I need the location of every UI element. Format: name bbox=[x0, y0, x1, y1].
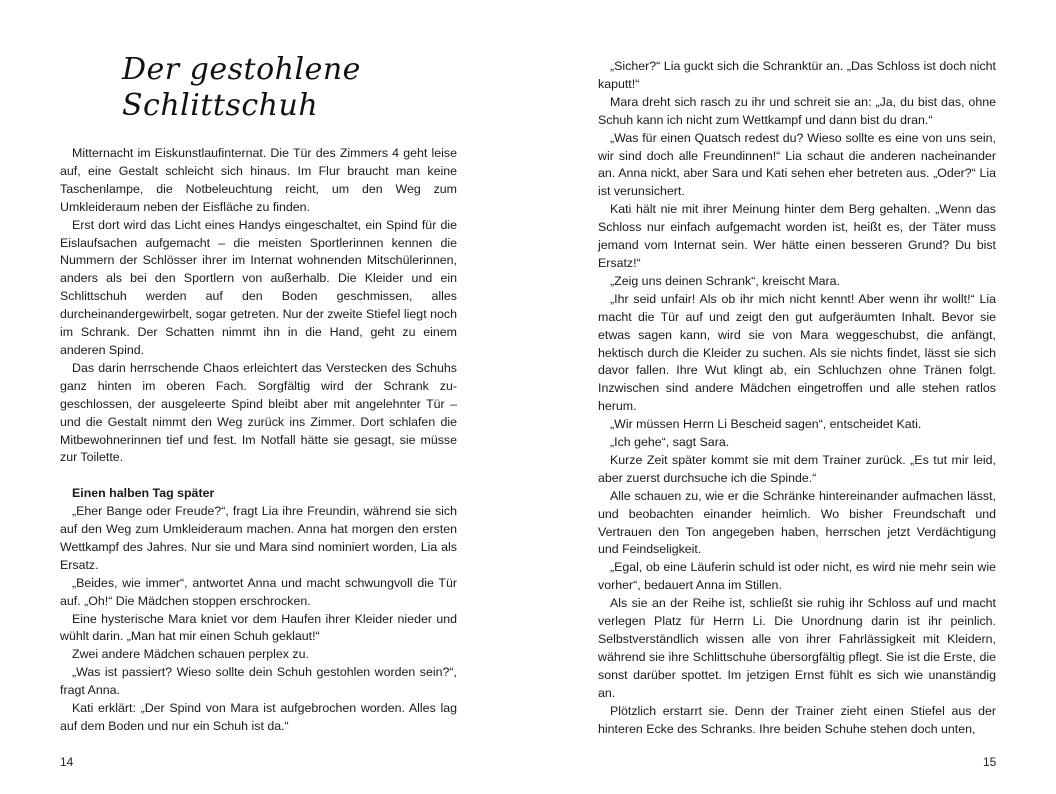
right-page bbox=[528, 0, 1056, 794]
paragraph: „Beides, wie immer“, antwortet Anna und macht schwungvoll die Tür auf. „Oh!“ Die Mädchen stoppen erschrocken. bbox=[60, 575, 457, 608]
paragraph: Erst dort wird das Licht eines Handys eingeschaltet, ein Spind für die Eislaufsachen aufgemacht – die meisten Sportlerinnen kennen die Nummern der Schlösser ihrer im Internat wohnenden Mitschülerinnen, anders als bei den Sportlern von außerhalb. Die Kleider und ein Schlittschuh werden auf den Boden geschmissen, alles durcheinandergewirbelt, sogar getreten. Nur der zweite Stiefel liegt noch im Schrank. Der Schatten nimmt ihn in die Hand, geht zu einem anderen Spind. bbox=[60, 217, 457, 357]
page-number-right: 15 bbox=[983, 755, 997, 769]
paragraph: „Egal, ob eine Läuferin schuld ist oder nicht, es wird nie mehr sein wie vorher“, bedauert Anna im Stillen. bbox=[598, 560, 996, 593]
paragraph: Kati erklärt: „Der Spind von Mara ist aufgebrochen worden. Alles lag auf dem Boden und nur ein Schuh ist da.“ bbox=[60, 701, 457, 733]
paragraph: Eine hysterische Mara kniet vor dem Haufen ihrer Kleider nieder und wühlt darin. „Man hat mir einen Schuh geklaut!“ bbox=[60, 611, 457, 644]
paragraph: Plötzlich erstarrt sie. Denn der Trainer zieht einen Stiefel aus der hinteren Ecke des Schranks. Ihre beiden Schuhe stehen doch unten, bbox=[598, 703, 996, 736]
paragraph: „Wir müssen Herrn Li Bescheid sagen“, entscheidet Kati. bbox=[610, 417, 922, 432]
paragraph: Das darin herrschende Chaos erleichtert das Verstecken des Schuhs ganz hinten im oberen Fach. Sorgfältig wird der Schrank zugeschlossen, der ausgeleerte Spind bleibt aber mit angelehnter Tür – und die Gestalt nimmt den Weg zurück ins Zimmer. Dort schlafen die Mitbewohnerinnen tief und fest. Im Notfall hätte sie gesagt, sie müsse zur Toilette. bbox=[60, 360, 457, 465]
paragraph: „Eher Bange oder Freude?“, fragt Lia ihre Freundin, während sie sich auf den Weg zum Umkleideraum machen. Anna hat morgen den ersten Wettkampf des Jahres. Nur sie und Mara sind nominiert worden, Lia als Ersatz. bbox=[60, 504, 457, 572]
paragraph: „Was ist passiert? Wieso sollte dein Schuh gestohlen worden sein?“, fragt Anna. bbox=[60, 665, 457, 698]
paragraph: „Sicher?“ Lia guckt sich die Schranktür an. „Das Schloss ist doch nicht kaputt!“ bbox=[598, 59, 996, 91]
paragraph: Zwei andere Mädchen schauen perplex zu. bbox=[72, 647, 309, 662]
left-page-text bbox=[60, 145, 457, 736]
paragraph: Als sie an der Reihe ist, schließt sie ruhig ihr Schloss auf und macht verlegen Platz für Herrn Li. Die Unordnung darin ist ihr peinlich. Selbstverständlich wissen alle von ihrer Fahrlässigkeit mit Kleidern, während sie ihre Schlittschuhe übersorgfältig pflegt. Sie ist die Erste, die sonst darüber spottet. Im jetzigen Ernst fühlt es sich wie unanständig an. bbox=[598, 596, 996, 700]
chapter-title: Der gestohlene Schlittschuh bbox=[122, 52, 361, 123]
paragraph: „Ich gehe“, sagt Sara. bbox=[610, 435, 730, 450]
page-number-left: 14 bbox=[60, 755, 74, 769]
paragraph: Mitternacht im Eiskunstlaufinternat. Die Tür des Zimmers 4 geht leise auf, eine Gestalt schleicht sich hinaus. Im Flur braucht man keine Taschenlampe, die Notbeleuchtung reicht, um den Weg zum Umkleideraum neben der Eisfläche zu finden. bbox=[60, 146, 457, 214]
paragraph: „Ihr seid unfair! Als ob ihr mich nicht kennt! Aber wenn ihr wollt!“ Lia macht die Tür auf und zeigt den gut aufgeräumten Inhalt. Bevor sie etwas sagen kann, wird sie von Mara weggeschubst, die anfängt, hektisch durch die Kleider zu suchen. Als sie nichts findet, lässt sie sich davor fallen. Ihre Wut klingt ab, ein Schluchzen ohne Tränen folgt. Inzwischen sind andere Mädchen eingetroffen und alle stehen ratlos herum. bbox=[598, 291, 996, 414]
paragraph: „Zeig uns deinen Schrank“, kreischt Mara. bbox=[610, 273, 841, 288]
paragraph: „Was für einen Quatsch redest du? Wieso sollte es eine von uns sein, wir sind doch alle Freundinnen!“ Lia schaut die anderen nacheinander an. Anna nickt, aber Sara und Kati sehen eher betreten aus. „Oder?“ Lia ist verunsichert. bbox=[598, 130, 996, 199]
paragraph: Mara dreht sich rasch zu ihr und schreit sie an: „Ja, du bist das, ohne Schuh kann ich nicht zum Wettkampf und dann bist du dran.“ bbox=[598, 94, 996, 127]
paragraph: Alle schauen zu, wie er die Schränke hintereinander aufmachen lässt, und beobachten einander heimlich. Wo bisher Freundschaft und Vertrauen den Ton angegeben haben, herrschen jetzt Verdächtigung und Feindseligkeit. bbox=[598, 488, 996, 557]
paragraph: Kati hält nie mit ihrer Meinung hinter dem Berg gehalten. „Wenn das Schloss nur einfach aufgemacht worden ist, heißt es, der Täter muss jemand vom Internat sein. Wer hätte einen besseren Grund? Du bist Ersatz!“ bbox=[598, 202, 996, 270]
section-heading: Einen halben Tag später bbox=[72, 486, 215, 501]
right-page-text bbox=[598, 58, 996, 738]
paragraph: Kurze Zeit später kommt sie mit dem Trainer zurück. „Es tut mir leid, aber zuerst durchsuche ich die Spinde.“ bbox=[598, 452, 996, 485]
